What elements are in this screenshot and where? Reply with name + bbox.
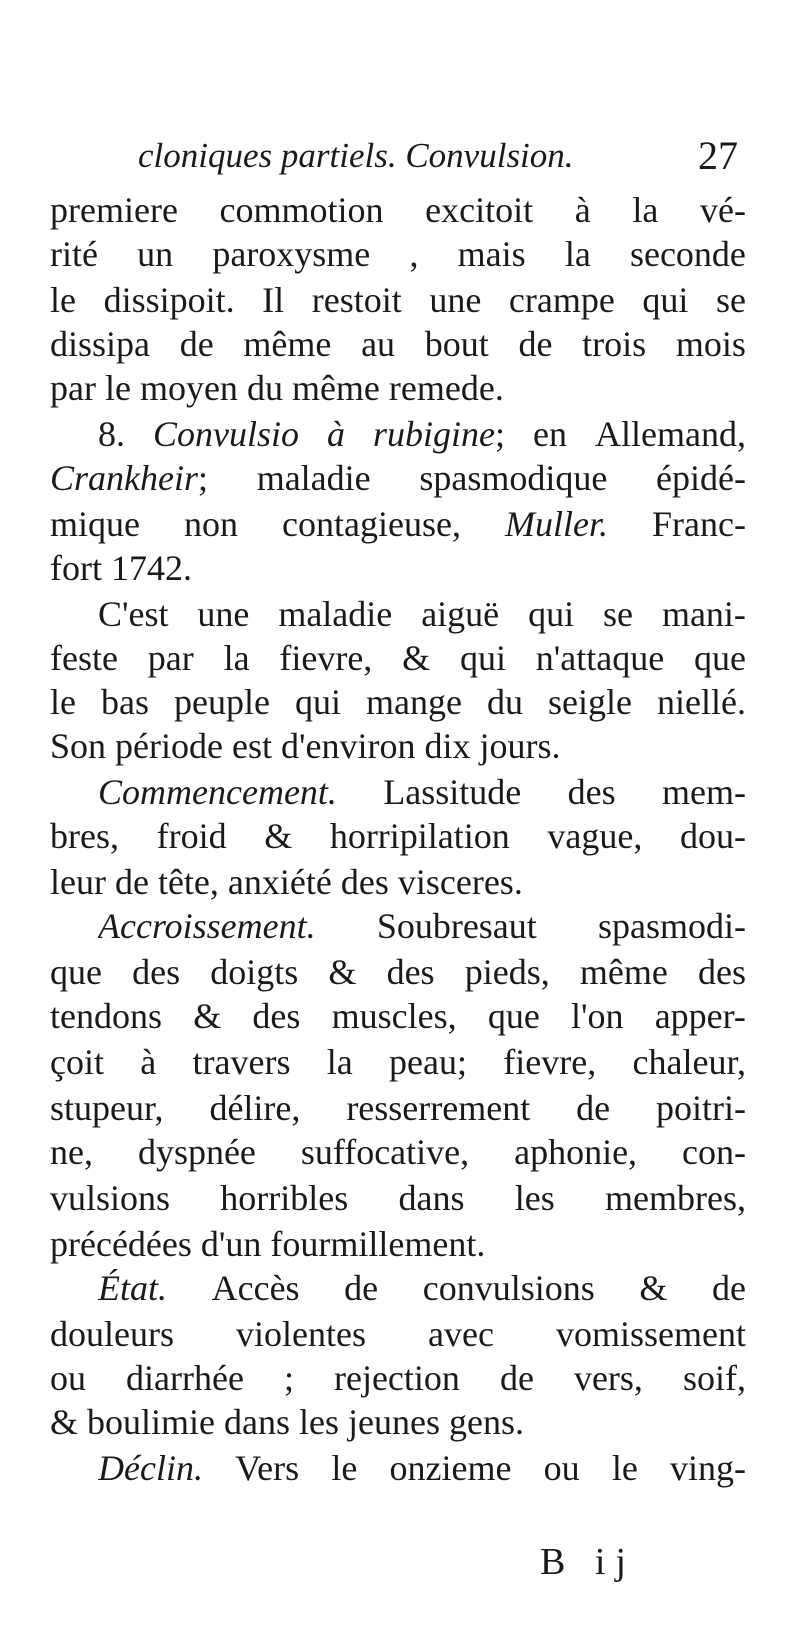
text-line: 8. Convulsio à rubigine; en Allemand, <box>98 414 746 454</box>
text-line: Son période est d'environ dix jours. <box>50 726 561 766</box>
text-line: que des doigts & des pieds, même des <box>50 952 746 992</box>
text-line: & boulimie dans les jeunes gens. <box>50 1402 524 1442</box>
text-line: feste par la fievre, & qui n'attaque que <box>50 638 746 678</box>
text-line: douleurs violentes avec vomissement <box>50 1314 746 1354</box>
running-header <box>138 133 738 186</box>
running-title: cloniques partiels. Convulsion. <box>138 136 574 175</box>
text-line: par le moyen du même remede. <box>50 368 504 408</box>
text-line: Crankheir; maladie spasmodique épidé- <box>50 458 746 498</box>
text-line: Déclin. Vers le onzieme ou le ving- <box>98 1448 746 1488</box>
text-line: C'est une maladie aiguë qui se mani- <box>98 594 746 634</box>
text-line: premiere commotion excitoit à la vé- <box>50 190 746 230</box>
text-line: rité un paroxysme , mais la seconde <box>50 234 746 274</box>
text-line: État. Accès de convulsions & de <box>98 1268 746 1308</box>
text-line: ne, dyspnée suffocative, aphonie, con- <box>50 1132 746 1172</box>
text-line: Accroissement. Soubresaut spasmodi- <box>98 906 746 946</box>
text-line: vulsions horribles dans les membres, <box>50 1178 746 1218</box>
text-line: dissipa de même au bout de trois mois <box>50 324 746 364</box>
text-line: leur de tête, anxiété des visceres. <box>50 862 523 902</box>
page-number: 27 <box>698 133 738 178</box>
text-line: mique non contagieuse, Muller. Franc- <box>50 504 746 544</box>
signature-mark: B ij <box>540 1541 636 1583</box>
text-line: Commencement. Lassitude des mem- <box>98 772 746 812</box>
text-line: le bas peuple qui mange du seigle niellé. <box>50 682 746 722</box>
text-line: précédées d'un fourmillement. <box>50 1224 486 1264</box>
text-line: fort 1742. <box>50 548 192 588</box>
text-line: çoit à travers la peau; fievre, chaleur, <box>50 1042 746 1082</box>
text-line: le dissipoit. Il restoit une crampe qui se <box>50 280 746 320</box>
text-line: bres, froid & horripilation vague, dou- <box>50 816 746 856</box>
text-line: ou diarrhée ; rejection de vers, soif, <box>50 1358 746 1398</box>
text-line: tendons & des muscles, que l'on apper- <box>50 996 746 1036</box>
text-line: stupeur, délire, resserrement de poitri- <box>50 1088 746 1128</box>
